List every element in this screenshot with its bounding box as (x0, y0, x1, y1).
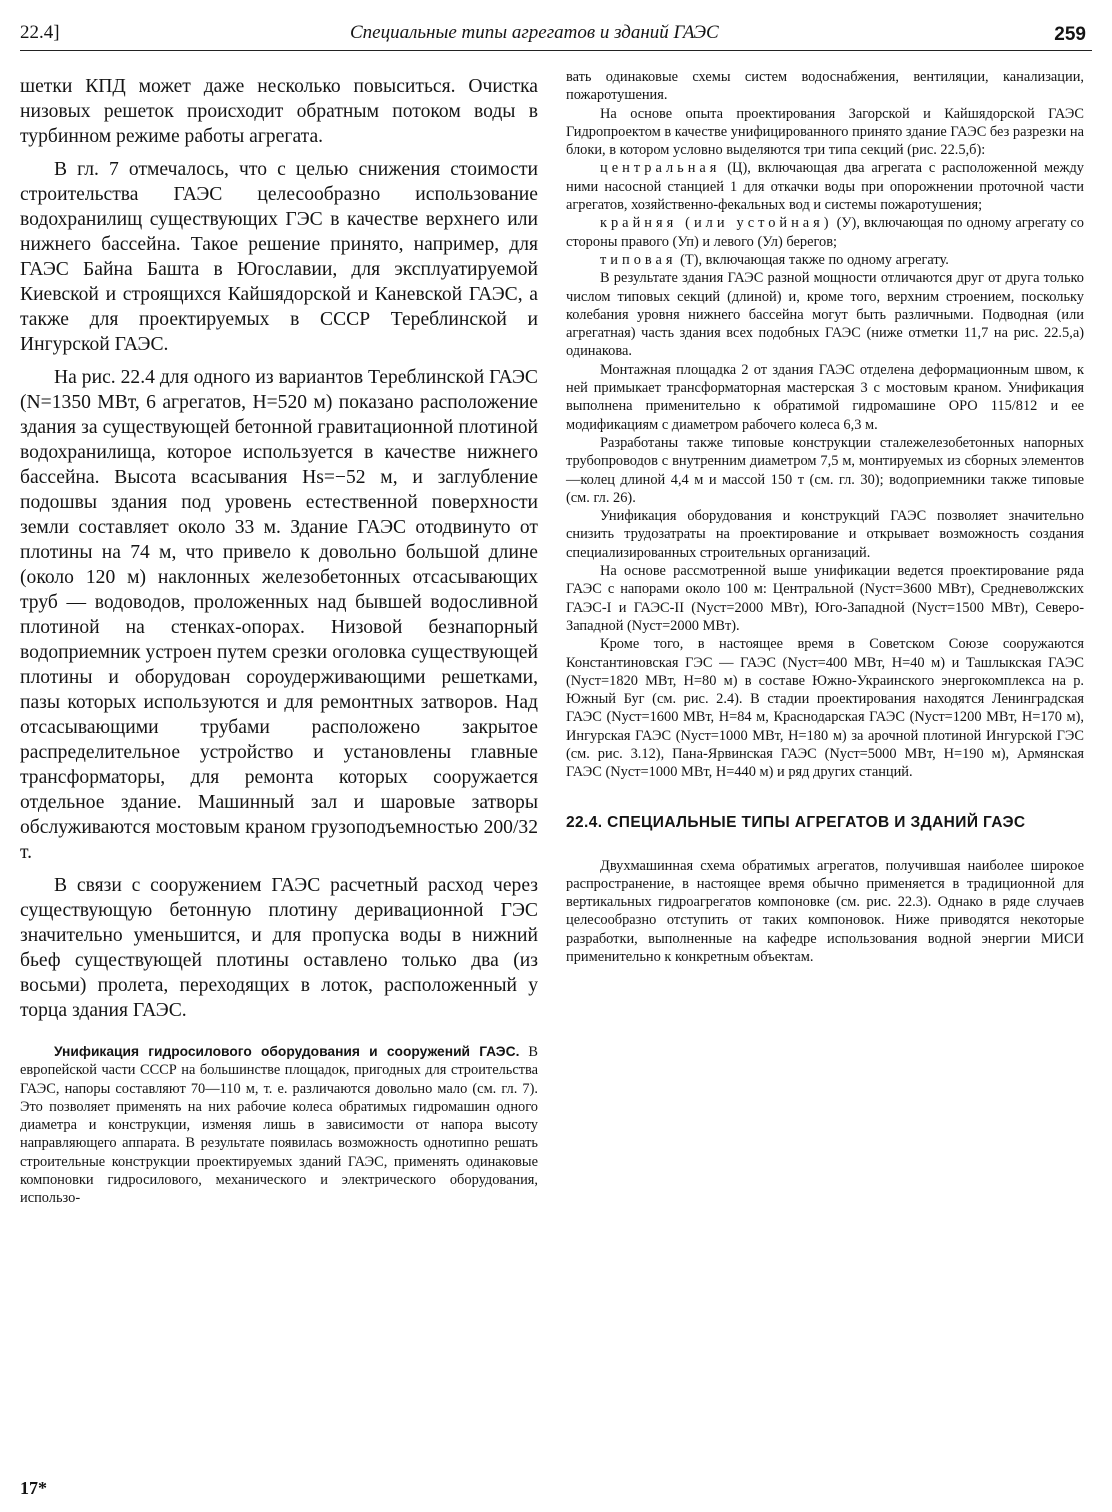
bold-lead-in: Унификация гидросилового оборудования и сооружений ГАЭС. (54, 1044, 520, 1059)
paragraph: На основе опыта проектирования Загорской и Кайшядорской ГАЭС Гидропроектом в качестве унифицированного принято здание ГАЭС без разрезки на блоки, в котором условно выделяются три типа секций (рис. 22.5,б): (566, 105, 1084, 159)
paragraph: На основе рассмотренной выше унификации ведется проектирование ряда ГАЭС с напорами около 100 м: Центральной (Nуст=3600 МВт), Средневолжских ГАЭС-I и ГАЭС-II (Nуст=2000 МВт), Юго-Западной (Nуст=1500 МВт), Северо-Западной (Nуст=2000 МВт). (566, 563, 1084, 634)
left-large-text (20, 74, 538, 1023)
paragraph: Разработаны также типовые конструкции сталежелезобетонных напорных трубопроводов с внутренним диаметром 7,5 м, монтируемых из сборных элементов—колец длиной 4,4 м и массой 150 т (см. гл. 30); водоприемники также типовые (см. гл. 26). (566, 434, 1084, 506)
left-small-text (20, 1043, 538, 1208)
left-column (20, 74, 538, 1208)
signature-mark: 17* (20, 1478, 47, 1498)
paragraph (566, 251, 1084, 269)
right-column (566, 68, 1084, 966)
paragraph: Кроме того, в настоящее время в Советском Союзе сооружаются Константиновская ГЭС — ГАЭС (Nуст=400 МВт, H=40 м) и Ташлыкская ГАЭС (Nуст=1820 МВт, H=80 м) в составе Южно-Украинского энергокомплекса на р. Южный Буг (см. рис. 2.4). В стадии проектирования находятся Ленинградская ГАЭС (Nуст=1600 МВт, H=84 м, Краснодарская ГАЭС (Nуст=1200 МВт, H=170 м), Ингурская ГАЭС (Nуст=1000 МВт, H=180 м) за арочной плотиной Ингурской ГЭС (см. рис. 3.12), Пана-Ярвинская ГАЭС (Nуст=5000 МВт, H=190 м), Армянская ГАЭС (Nуст=1000 МВт, H=440 м) и ряд других станций. (566, 636, 1084, 781)
paragraph-text: (Ц), включающая два агрегата с расположенной между ними насосной станцией 1 для откачки воды при опорожнении проточной части агрегатов, хозяйственно-фекальных вод и системы пожаротушения; (566, 160, 1084, 214)
spaced-term: типовая (600, 251, 677, 268)
paragraph: В связи с сооружением ГАЭС расчетный расход через существующую бетонную плотину деривационной ГЭС значительно уменьшится, и для пропуска воды в нижний бьеф существующей плотины оставлено только два (из восьми) пролета, переходящих в лоток, расположенный у торца здания ГАЭС. (20, 875, 538, 1021)
right-section-text (566, 857, 1084, 967)
header-section-number: 22.4] (20, 22, 60, 43)
section-heading: 22.4. СПЕЦИАЛЬНЫЕ ТИПЫ АГРЕГАТОВ И ЗДАНИЙ ГАЭС (566, 813, 1026, 831)
paragraph (20, 1043, 538, 1208)
paragraph-text: (Т), включающая также по одному агрегату. (676, 251, 949, 268)
paragraph-text: (У), включающая по одному агрегату со стороны правого (Уп) и левого (Ул) берегов; (566, 215, 1084, 250)
paragraph: В гл. 7 отмечалось, что с целью снижения стоимости строительства ГАЭС целесообразно использование водохранилищ существующих ГЭС в качестве верхнего или нижнего бассейна. Такое решение принято, например, для ГАЭС Байна Башта в Югославии, для эксплуатируемой Киевской и строящихся Кайшядорской и Каневской ГАЭС, а также для проектируемых в СССР Тереблинской и Ингурской ГАЭС. (20, 159, 538, 355)
page-number: 259 (1054, 24, 1086, 45)
paragraph (566, 214, 1084, 251)
paragraph: Унификация оборудования и конструкций ГАЭС позволяет значительно снизить трудозатраты на проектирование и открывает возможность создания специализированных строительных организаций. (566, 508, 1084, 561)
paragraph: Монтажная площадка 2 от здания ГАЭС отделена деформационным швом, к ней примыкает трансформаторная мастерская 3 с мостовым краном. Унификация выполнена применительно к обратимой гидромашине ОРО 115/812 и ее модификациям с диаметром рабочего колеса 6,3 м. (566, 361, 1084, 433)
paragraph: Двухмашинная схема обратимых агрегатов, получившая наиболее широкое распространение, в настоящее время обычно применяется в традиционной для вертикальных гидроагрегатов компоновке (см. рис. 22.3). Однако в ряде случаев целесообразно отступить от таких компоновок. Ниже приводятся некоторые разработки, выполненные на кафедре использования водной энергии МИСИ применительно к конкретным объектам. (566, 857, 1084, 966)
paragraph: шетки КПД может даже несколько повыситься. Очистка низовых решеток происходит обратным потоком воды в турбинном режиме работы агрегата. (20, 76, 538, 147)
running-header (20, 18, 1092, 52)
paragraph (566, 159, 1084, 214)
header-title: Специальные типы агрегатов и зданий ГАЭС (350, 22, 719, 43)
spaced-term: крайняя (или устойная) (600, 215, 833, 232)
header-rule (20, 50, 1092, 51)
paragraph: вать одинаковые схемы систем водоснабжения, вентиляции, канализации, пожаротушения. (566, 69, 1084, 104)
paragraph-text: В европейской части СССР на большинстве площадок, пригодных для строительства ГАЭС, напоры составляют 70—110 м, т. е. различаются довольно мало (см. гл. 7). Это позволяет применять на них рабочие колеса обратимых гидромашин одного диаметра и конструкции, изменяя лишь в зависимости от напора высоту направляющего аппарата. В результате появилась возможность однотипно решать строительные конструкции проектируемых зданий ГАЭС, применять одинаковые компоновки гидросилового, механического и электрического оборудования, использо- (20, 1044, 538, 1207)
right-small-text (566, 68, 1084, 782)
spaced-term: центральная (600, 160, 721, 177)
paragraph: На рис. 22.4 для одного из вариантов Тереблинской ГАЭС (N=1350 МВт, 6 агрегатов, H=520 м) показано расположение здания за существующей бетонной гравитационной плотиной водохранилища, которое используется в качестве нижнего бассейна. Высота всасывания Hs=−52 м, и заглубление подошвы здания под уровень естественной поверхности земли составляет около 33 м. Здание ГАЭС отодвинуто от плотины на 74 м, что привело к довольно большой длине (около 120 м) наклонных железобетонных отсасывающих труб — водоводов, проложенных над бывшей водосливной плотиной на стенках-опорах. Низовой безнапорный водоприемник устроен путем срезки оголовка существующей плотины и оборудован сороудерживающими решетками, пазы которых используются и для ремонтных затворов. Над отсасывающими трубами расположено закрытое распределительное устройство и установлены главные трансформаторы, для ремонта которых сооружается отдельное здание. Машинный зал и шаровые затворы обслуживаются мостовым краном грузоподъемностью 200/32 т. (20, 367, 538, 863)
paragraph: В результате здания ГАЭС разной мощности отличаются друг от друга только числом типовых секций (длиной) и, кроме того, верхним строением, поскольку колебания уровня нижнего бассейна могут быть различными. Подводная (или агрегатная) часть здания всех подобных ГАЭС (ниже отметки 11,7 на рис. 22.5,а) одинакова. (566, 270, 1084, 360)
